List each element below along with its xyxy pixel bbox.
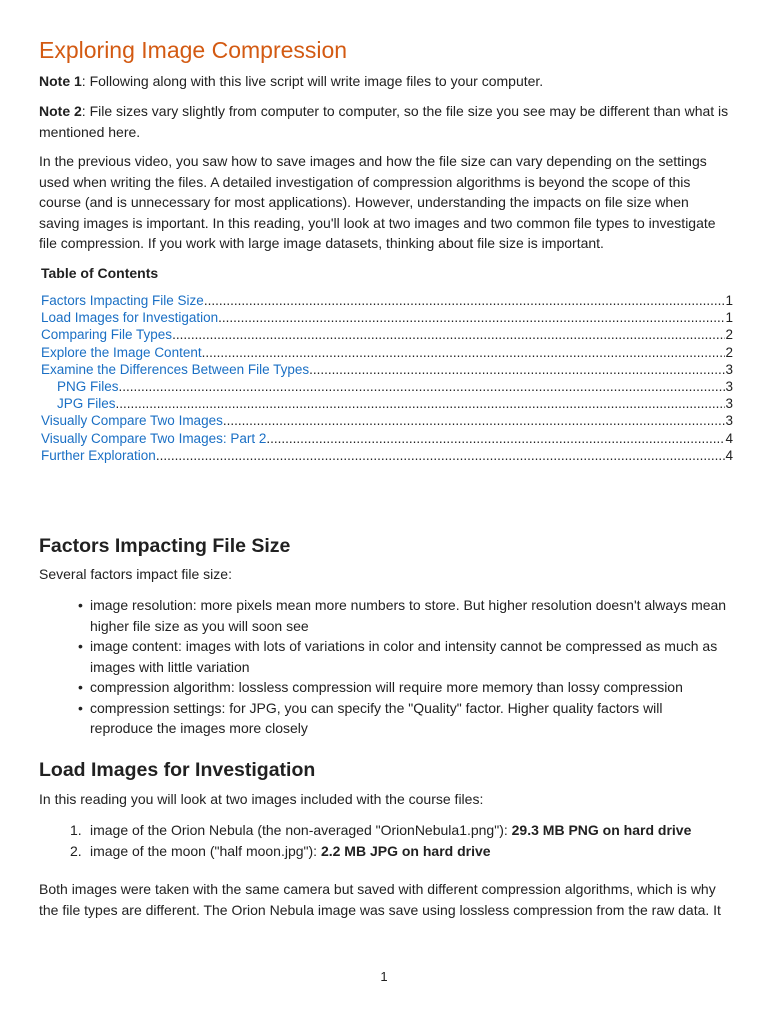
section-heading-factors: Factors Impacting File Size <box>39 535 291 557</box>
toc-leader <box>204 292 726 309</box>
note-2-label: Note 2 <box>39 103 82 119</box>
list-item: • compression algorithm: lossless compression will require more memory than lossy compression <box>78 677 728 698</box>
note-1-text: : Following along with this live script will write image files to your computer. <box>81 73 544 89</box>
toc-item[interactable] <box>41 361 733 378</box>
list-item: • image resolution: more pixels mean more numbers to store. But higher resolution doesn't always mean higher file size as you will soon see <box>78 595 728 636</box>
toc-leader <box>309 361 725 378</box>
toc-link[interactable]: JPG Files <box>57 396 116 412</box>
list-item-bold: 2.2 MB JPG on hard drive <box>320 842 491 859</box>
toc-page: 3 <box>725 396 733 412</box>
toc-link[interactable]: Factors Impacting File Size <box>41 293 204 308</box>
toc-page: 3 <box>725 378 733 394</box>
page-number: 1 <box>380 969 388 984</box>
toc-leader <box>202 344 726 361</box>
note-2 <box>39 101 729 142</box>
toc-link[interactable]: PNG Files <box>57 378 119 394</box>
toc-leader <box>223 412 726 429</box>
toc-page: 3 <box>725 413 733 429</box>
toc-page: 2 <box>725 344 733 360</box>
section-heading-load-images: Load Images for Investigation <box>39 759 316 781</box>
list-item-text: image of the moon ("half moon.jpg"): <box>90 842 321 859</box>
note-1 <box>39 71 729 92</box>
list-item: • image content: images with lots of variations in color and intensity cannot be compressed as much as images with little variation <box>78 636 728 677</box>
note-2-text: : File sizes vary slightly from computer to computer, so the file size you see may be different than what is mentioned here. <box>39 103 729 140</box>
toc-item[interactable] <box>41 412 733 429</box>
toc-item[interactable] <box>41 309 733 326</box>
toc-leader <box>156 447 726 464</box>
toc-link[interactable]: Explore the Image Content <box>41 344 202 360</box>
list-item <box>70 841 728 862</box>
list-item-bold: 29.3 MB PNG on hard drive <box>511 822 692 838</box>
toc-leader <box>172 326 725 343</box>
bullet-list <box>78 595 728 739</box>
section-intro: In this reading you will look at two images included with the course files: <box>39 791 484 807</box>
toc-subitem[interactable] <box>41 378 733 395</box>
toc-item[interactable] <box>41 292 733 309</box>
list-number: 1. <box>70 822 82 838</box>
toc-item[interactable] <box>41 447 733 464</box>
toc-link[interactable]: Examine the Differences Between File Types <box>41 361 310 377</box>
toc-item[interactable] <box>41 430 733 447</box>
toc-item[interactable] <box>41 344 733 361</box>
toc-link[interactable]: Visually Compare Two Images <box>41 413 223 429</box>
section-outro: Both images were taken with the same camera but saved with different compression algorithms, which is why the file types are different. The Orion Nebula image was save using lossless compression from the raw data. It <box>39 881 721 918</box>
toc-page: 3 <box>725 361 733 377</box>
toc-page: 4 <box>725 430 733 446</box>
list-item: • compression settings: for JPG, you can specify the "Quality" factor. Higher quality factors will reproduce the images more closely <box>78 698 728 739</box>
table-of-contents <box>41 292 733 464</box>
toc-link[interactable]: Comparing File Types <box>41 327 173 343</box>
toc-leader <box>266 430 725 447</box>
toc-leader <box>116 395 726 412</box>
intro-paragraph: In the previous video, you saw how to save images and how the file size can vary depending on the settings used when writing the files. A detailed investigation of compression algorithms is beyond the scope of this course (and is unnecessary for most applications). However, understanding the impacts on file size when saving images is important. In this reading, you'll look at two images and two common file types to investigate file compression. If you work with large image datasets, thinking about file size is important. <box>39 153 716 251</box>
toc-link[interactable]: Further Exploration <box>41 447 156 463</box>
list-number: 2. <box>70 842 82 859</box>
section-intro: Several factors impact file size: <box>39 566 232 582</box>
toc-title: Table of Contents <box>41 265 159 281</box>
toc-link[interactable]: Visually Compare Two Images: Part 2 <box>41 430 267 446</box>
list-item-text: image of the Orion Nebula (the non-averaged "OrionNebula1.png"): <box>90 822 512 838</box>
toc-item[interactable] <box>41 326 733 343</box>
toc-leader <box>218 309 725 326</box>
note-1-label: Note 1 <box>39 73 82 89</box>
toc-link[interactable]: Load Images for Investigation <box>41 310 219 326</box>
toc-page: 1 <box>725 293 733 308</box>
toc-leader <box>119 378 726 395</box>
page-title: Exploring Image Compression <box>39 37 348 63</box>
toc-page: 1 <box>725 310 733 326</box>
toc-page: 2 <box>725 327 733 343</box>
toc-subitem[interactable] <box>41 395 733 412</box>
numbered-list <box>70 820 728 861</box>
toc-page: 4 <box>725 447 733 463</box>
list-item <box>70 820 728 841</box>
